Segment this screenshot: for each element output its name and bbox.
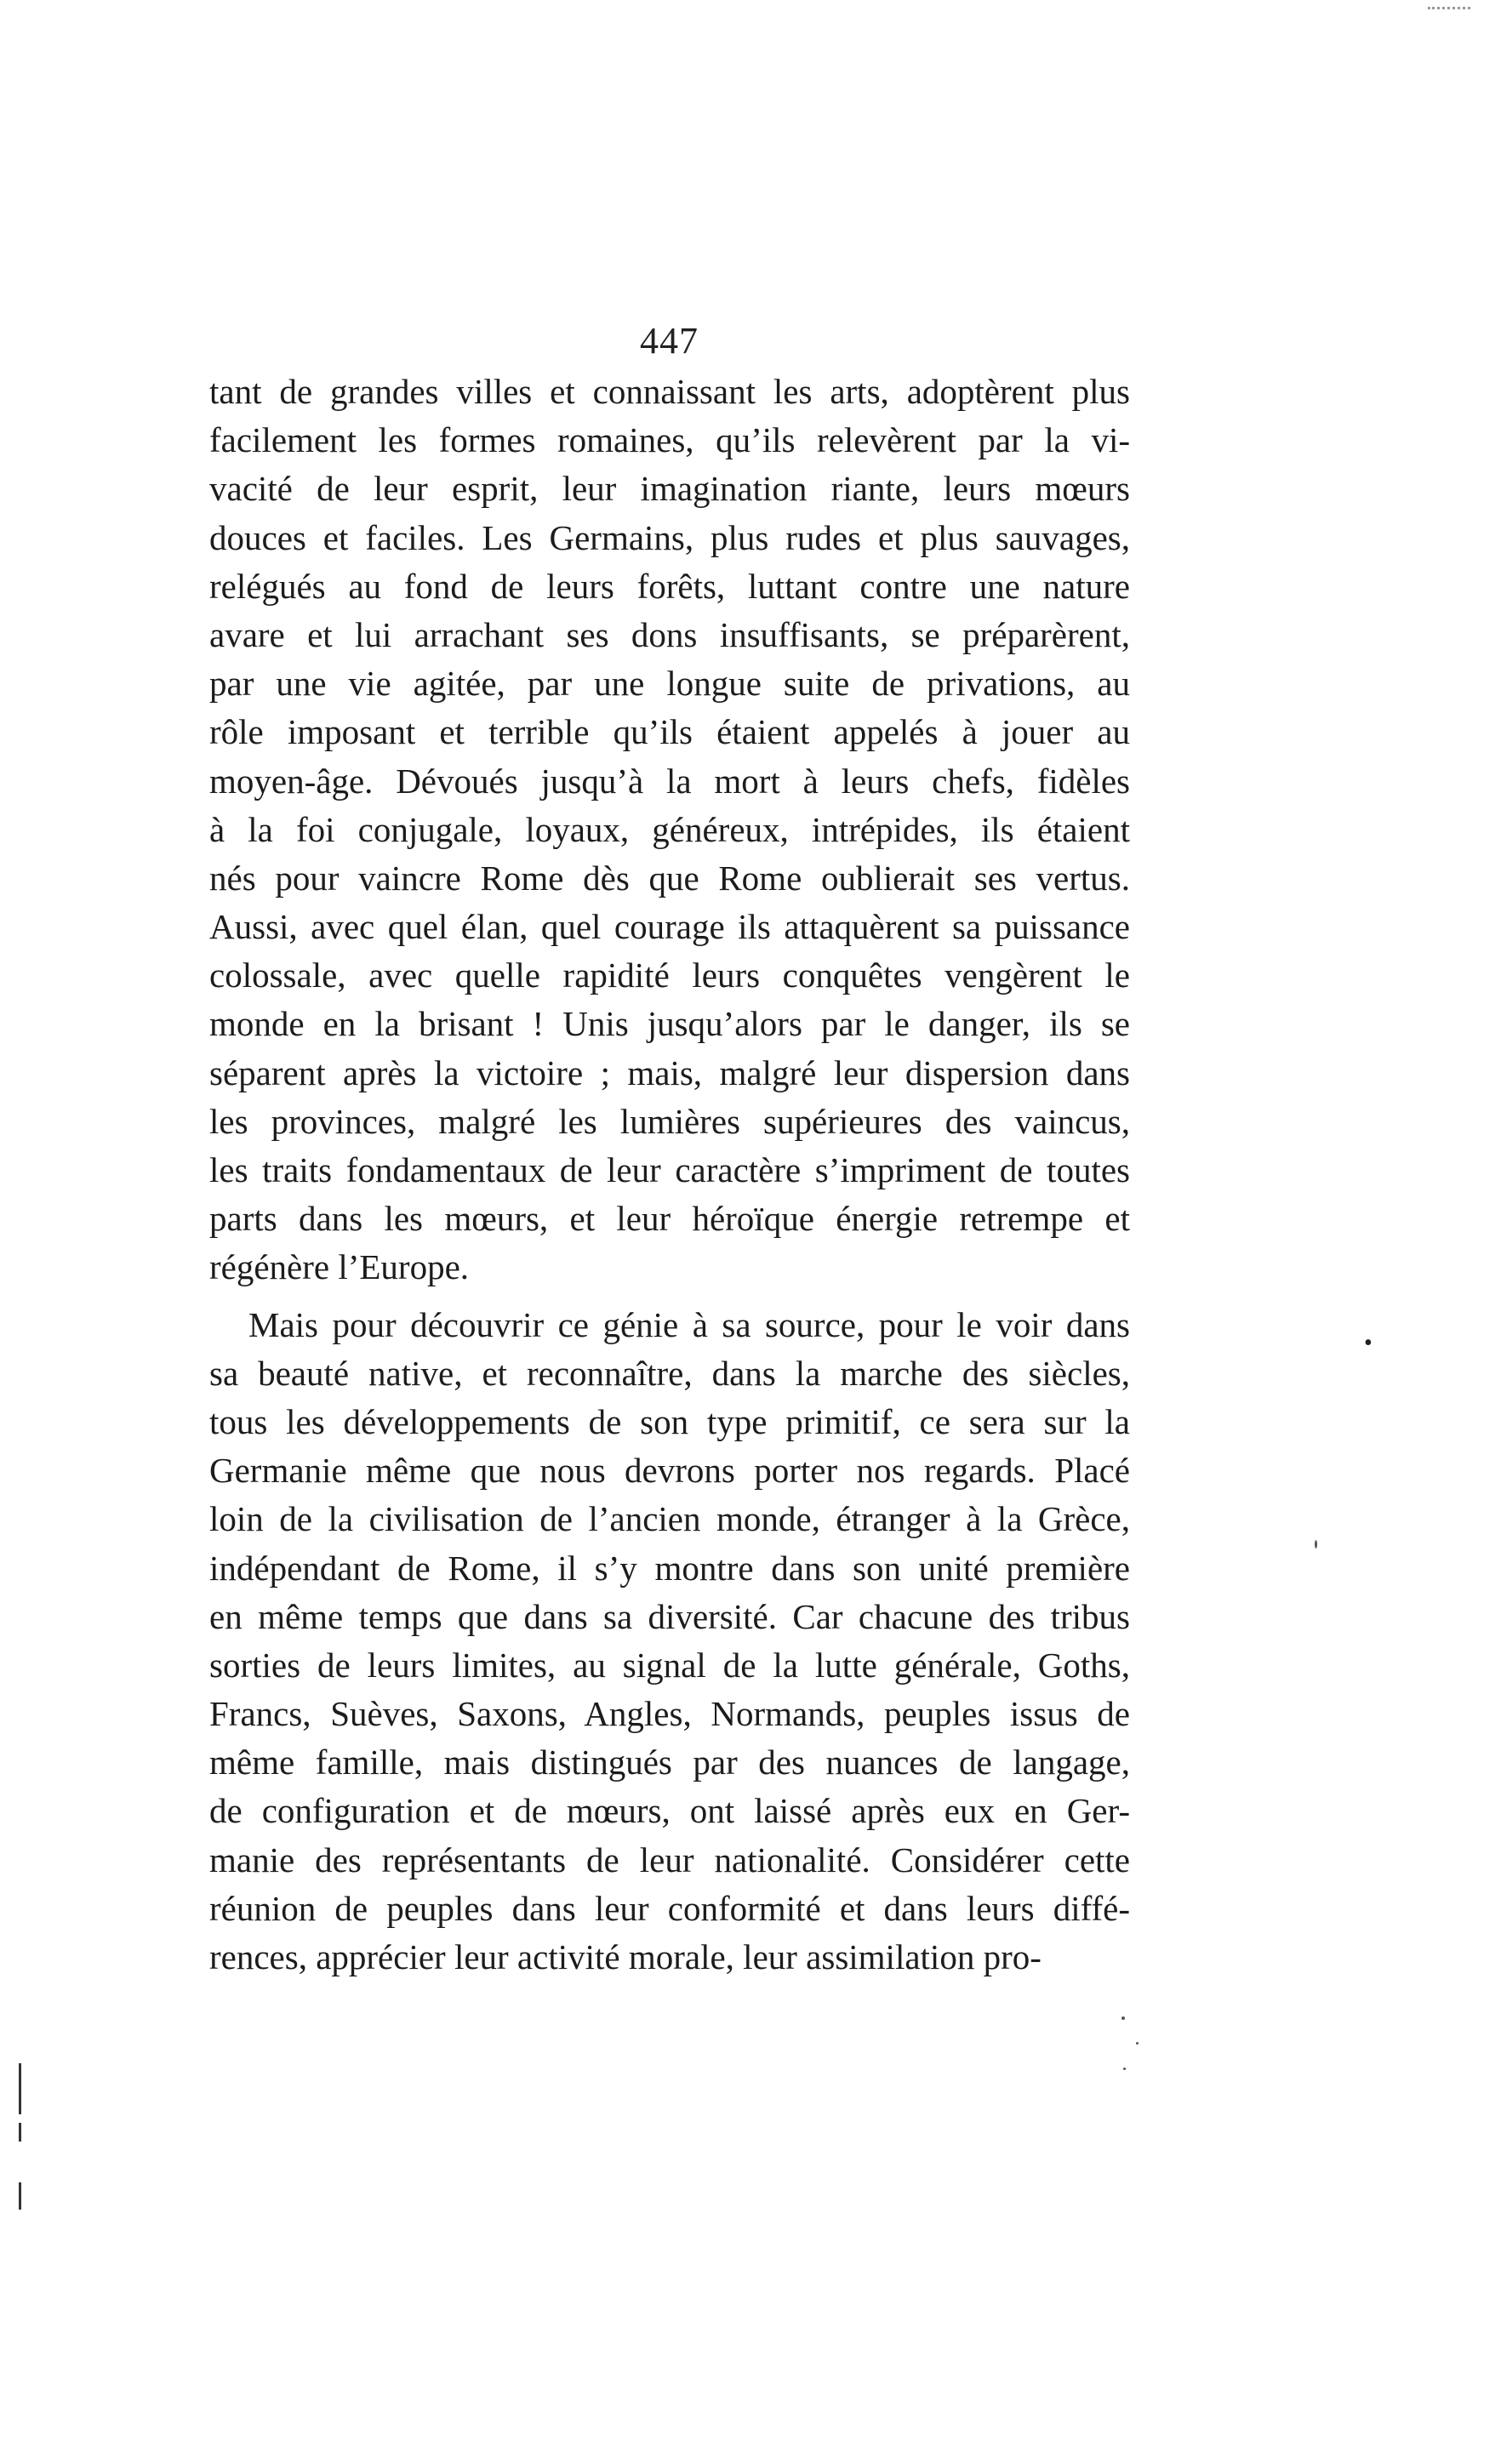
scan-speck (1123, 2068, 1126, 2070)
scan-speck (1136, 2042, 1139, 2045)
text-line: réunion de peuples dans leur conformité et dans leurs diffé- (209, 1888, 1130, 1928)
paragraph (209, 368, 1130, 1292)
text-line: moyen-âge. Dévoués jusqu’à la mort à leurs chefs, fidèles (209, 761, 1130, 801)
text-line: par une vie agitée, par une longue suite de privations, au (209, 664, 1130, 704)
text-line: douces et faciles. Les Germains, plus rudes et plus sauvages, (209, 517, 1130, 557)
scan-edge-line (19, 2063, 21, 2114)
text-line: parts dans les mœurs, et leur héroïque énergie retrempe et (209, 1199, 1130, 1239)
text-line: nés pour vaincre Rome dès que Rome oublierait ses vertus. (209, 858, 1130, 898)
paragraph (209, 1301, 1130, 1982)
text-line: rences, apprécier leur activité morale, leur assimilation pro- (209, 1937, 1042, 1976)
text-line: en même temps que dans sa diversité. Car chacune des tribus (209, 1596, 1130, 1636)
text-line: facilement les formes romaines, qu’ils relevèrent par la vi- (209, 420, 1130, 460)
text-line: Germanie même que nous devrons porter nos regards. Placé (209, 1451, 1130, 1491)
text-line: Mais pour découvrir ce génie à sa source, pour le voir dans (248, 1304, 1130, 1344)
text-line: colossale, avec quelle rapidité leurs conquêtes vengèrent le (209, 955, 1130, 995)
text-line: régénère l’Europe. (209, 1247, 470, 1287)
text-line: tous les développements de son type primitif, ce sera sur la (209, 1401, 1130, 1441)
text-line: manie des représentants de leur nationalité. Considérer cette (209, 1839, 1130, 1879)
text-line: à la foi conjugale, loyaux, généreux, intrépides, ils étaient (209, 809, 1130, 849)
text-line: Aussi, avec quel élan, quel courage ils attaquèrent sa puissance (209, 907, 1130, 947)
scan-speck (1121, 2016, 1125, 2020)
text-line: rôle imposant et terrible qu’ils étaient appelés à jouer au (209, 712, 1130, 752)
text-line: monde en la brisant ! Unis jusqu’alors par le danger, ils se (209, 1004, 1130, 1044)
scan-corner-mark (1428, 7, 1470, 12)
text-line: relégués au fond de leurs forêts, luttant contre une nature (209, 566, 1130, 606)
text-line: même famille, mais distingués par des nuances de langage, (209, 1742, 1130, 1782)
paragraph-gap (209, 1292, 1130, 1301)
text-line: vacité de leur esprit, leur imagination riante, leurs mœurs (209, 469, 1130, 509)
margin-ink-mark: • (1364, 1330, 1373, 1356)
text-line: sorties de leurs limites, au signal de la lutte générale, Goths, (209, 1645, 1130, 1685)
text-line: indépendant de Rome, il s’y montre dans son unité première (209, 1548, 1130, 1588)
scan-speck (1315, 1540, 1317, 1549)
text-line: sa beauté native, et reconnaître, dans la marche des siècles, (209, 1353, 1130, 1393)
scan-edge-line (19, 2182, 21, 2210)
text-line: de configuration et de mœurs, ont laissé après eux en Ger- (209, 1791, 1130, 1831)
text-line: les provinces, malgré les lumières supérieures des vaincus, (209, 1101, 1130, 1141)
text-line: Francs, Suèves, Saxons, Angles, Normands, peuples issus de (209, 1694, 1130, 1734)
scan-edge-line (19, 2123, 21, 2142)
text-line: avare et lui arrachant ses dons insuffisants, se préparèrent, (209, 614, 1130, 654)
text-line: les traits fondamentaux de leur caractère s’impriment de toutes (209, 1150, 1130, 1189)
page-number: 447 (640, 320, 699, 362)
text-line: tant de grandes villes et connaissant les arts, adoptèrent plus (209, 372, 1130, 411)
body-text (209, 368, 1130, 1982)
text-line: séparent après la victoire ; mais, malgré leur dispersion dans (209, 1052, 1130, 1092)
text-line: loin de la civilisation de l’ancien monde, étranger à la Grèce, (209, 1499, 1130, 1539)
